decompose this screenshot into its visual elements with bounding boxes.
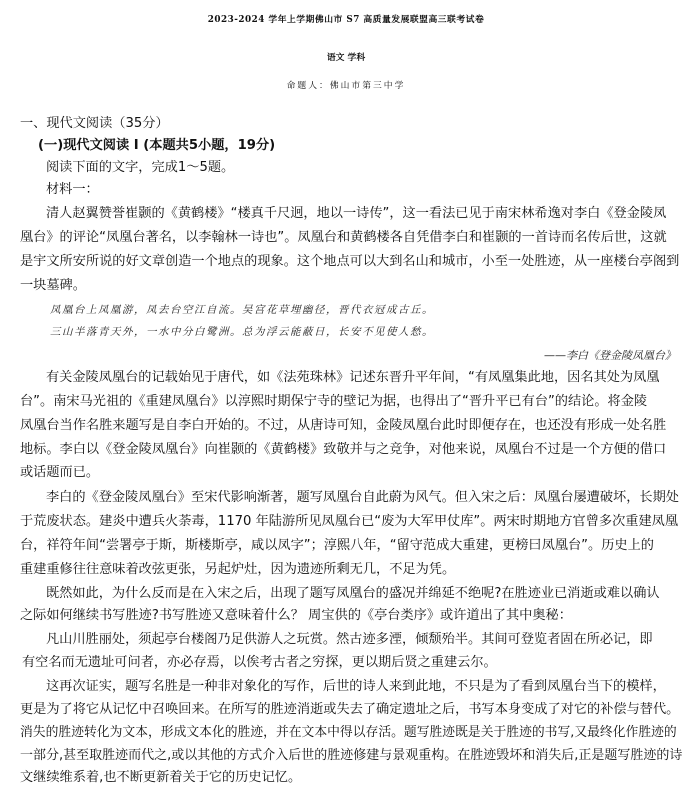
paragraph-line: 文继续维系着,也不断更新着关于它的历史记忆。 (20, 770, 302, 785)
sub-heading: (一)现代文阅读 I (本题共5小题，19分) (38, 138, 276, 153)
material-label: 材料一： (46, 182, 99, 197)
exam-title: 2023-2024 学年上学期佛山市 S7 高质量发展联盟高三联考试卷 (207, 15, 485, 25)
paragraph-line: 清人赵翼赞誉崔颢的《黄鹤楼》“楼真千尺迥，地以一诗传”，这一看法已见于南宋林希逸对李白《登金陵凤 (46, 206, 667, 221)
author-line: 命题人：佛山市第三中学 (286, 81, 406, 91)
paragraph-line: 台，祥符年间“尝署亭于斯，斯楼斯亭，咸以凤字”；淳熙八年，“留守范成大重建，更榜曰凤凰台”。历史上的 (20, 538, 654, 553)
quote-line: 有空名而无遗址可问者，亦必存焉，以俟考古者之穷探，更以期后贤之重建云尔。 (22, 655, 497, 670)
paragraph-line: 凤凰台当作名胜来题写是自李白开始的。不过，从唐诗可知，金陵凤凰台此时即便存在，也还没有形成一处名胜 (20, 418, 667, 433)
paragraph-line: 是宇文所安所说的好文章创造一个地点的现象。这个地点可以大到名山和城市，小至一处胜迹，从一座楼台亭阁到 (20, 254, 680, 269)
paragraph-line: 消失的胜迹转化为文本，形成文本化的胜迹，并在文本中得以存活。题写胜迹既是关于胜迹的书写,又最终化作胜迹的 (20, 725, 677, 740)
paragraph-line: 台”。南宋马光祖的《重建凤凰台》以淳熙时期保宁寺的壁记为据，也得出了“晋升平已有台”的结论。将金陵 (20, 394, 648, 409)
paragraph-line: 于荒废状态。建炎中遭兵火荼毒，1170 年陆游所见凤凰台已“废为大军甲仗库”。两宋时期地方官曾多次重建凤凰 (20, 514, 679, 529)
paragraph-line: 凰台》的评论“凤凰台著名，以李翰林一诗也”。凤凰台和黄鹤楼各自凭借李白和崔颢的一首诗而名传后世，这就 (20, 230, 667, 245)
paragraph-line: 李白的《登金陵凤凰台》至宋代影响渐著，题写凤凰台自此蔚为风气。但入宋之后：凤凰台屡遭破坏，长期处 (46, 490, 679, 505)
paragraph-line: 或话题而已。 (20, 465, 100, 480)
paragraph-line: 有关金陵凤凰台的记载始见于唐代，如《法苑珠林》记述东晋升平年间，“有凤凰集此地，因名其处为凤凰 (46, 370, 660, 385)
quote-line: 凡山川胜丽处，须起亭台楼阁乃足供游人之玩赏。然古迹多湮，倾颓殆半。其间可登览者固在所必记，即 (46, 632, 653, 647)
paragraph-line: 地标。李白以《登金陵凤凰台》向崔颢的《黄鹤楼》致敬并与之竞争，对他来说，凤凰台不过是一个方便的借口 (20, 442, 667, 457)
instruction: 阅读下面的文字，完成1～5题。 (46, 160, 235, 175)
paragraph-line: 一部分,甚至取胜迹而代之,或以其他的方式介入后世的胜迹修建与景观重构。在胜迹毁坏和消失后,正是题写胜迹的诗 (20, 748, 683, 763)
paragraph-line: 更是为了将它从记忆中召唤回来。在所写的胜迹消逝或失去了确定遗址之后，书写本身变成了对它的补偿与替代。 (20, 702, 680, 717)
poem-attribution: ——李白《登金陵凤凰台》 (544, 349, 676, 362)
paragraph-line: 这再次证实，题写名胜是一种非对象化的写作，后世的诗人来到此地，不只是为了看到凤凰台当下的模样， (46, 679, 666, 694)
poem-line: 三山半落青天外，一水中分白鹭洲。总为浮云能蔽日，长安不见使人愁。 (50, 326, 434, 338)
paragraph-line: 既然如此，为什么反而是在入宋之后，出现了题写凤凰台的盛况并绵延不绝呢?在胜迹业已消逝或难以确认 (46, 586, 660, 601)
subject-title: 语文 学科 (326, 53, 366, 63)
paragraph-line: 一块墓碑。 (20, 278, 86, 293)
section-heading: 一、现代文阅读（35分） (20, 116, 169, 131)
paragraph-line: 之际如何继续书写胜迹?书写胜迹又意味着什么？ 周宝供的《亭台类序》或许道出了其中奥秘： (20, 608, 572, 623)
poem-line: 凤凰台上凤凰游，凤去台空江自流。吴宫花草埋幽径，晋代衣冠成古丘。 (50, 304, 434, 316)
paragraph-line: 重建重修往往意味着改弦更张，另起炉灶，因为遗迹所剩无几，不足为凭。 (20, 562, 456, 577)
